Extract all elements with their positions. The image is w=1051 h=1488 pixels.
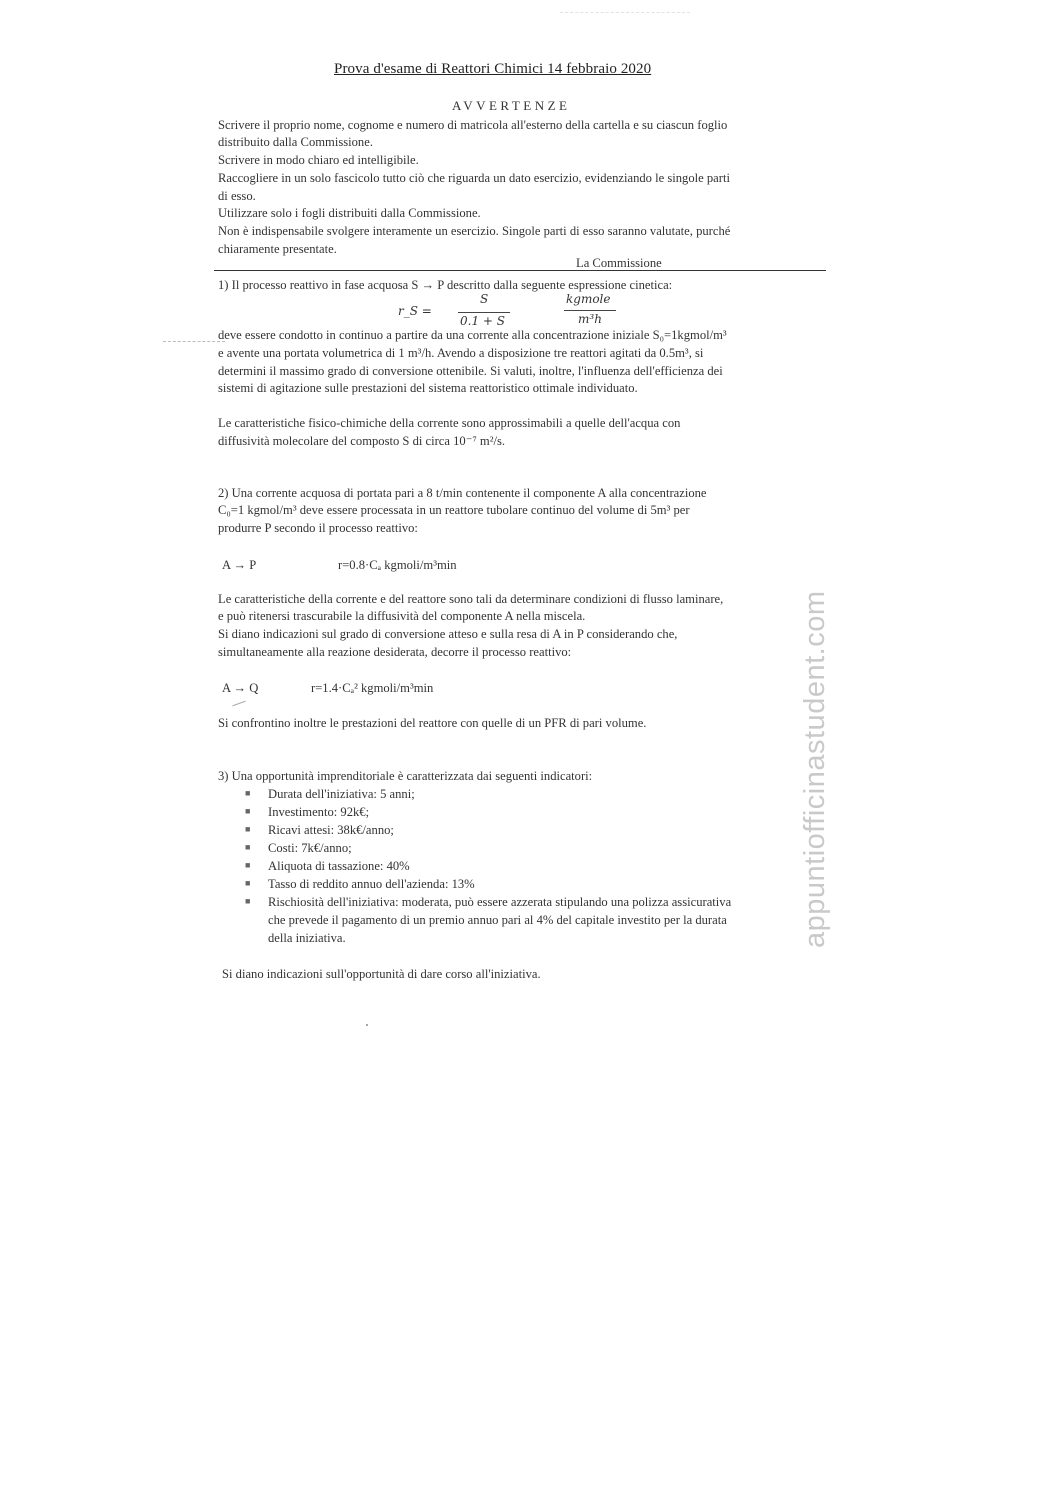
exercise2-text: C₀=1 kgmol/m³ deve essere processata in un reattore tubolare continuo del volume di 5m³ per xyxy=(218,503,690,517)
warnings-heading: AVVERTENZE xyxy=(452,98,571,113)
exercise2-text: simultaneamente alla reazione desiderata, decorre il processo reattivo: xyxy=(218,645,572,659)
list-item: Investimento: 92k€; xyxy=(268,805,370,819)
warning-line: Utilizzare solo i fogli distribuiti dalla Commissione. xyxy=(218,206,481,220)
list-item: Costi: 7k€/anno; xyxy=(268,841,352,855)
exercise1-text: Le caratteristiche fisico-chimiche della corrente sono approssimabili a quelle dell'acqua con xyxy=(218,416,681,430)
list-item-continuation: della iniziativa. xyxy=(268,931,346,945)
rate-law-1: r=0.8·Cₐ kgmoli/m³min xyxy=(338,558,457,572)
list-item-continuation: che prevede il pagamento di un premio annuo pari al 4% del capitale investito per la durata xyxy=(268,913,727,927)
exercise2-text: produrre P secondo il processo reattivo: xyxy=(218,521,418,535)
exercise2-text: Le caratteristiche della corrente e del reattore sono tali da determinare condizioni di flusso laminare, xyxy=(218,592,724,606)
list-item: Aliquota di tassazione: 40% xyxy=(268,859,410,873)
exercise1-text: deve essere condotto in continuo a partire da una corrente alla concentrazione iniziale S₀=1kgmol/m³ xyxy=(218,328,727,342)
exercise2-text: Si diano indicazioni sul grado di conversione atteso e sulla resa di A in P considerando che, xyxy=(218,627,678,641)
unit-fraction-bar xyxy=(564,310,616,311)
bullet-icon: ■ xyxy=(245,878,251,888)
scan-speck xyxy=(366,1024,368,1026)
exercise2-text: 2) Una corrente acquosa di portata pari a 8 t/min contenente il componente A alla concentrazione xyxy=(218,486,707,500)
reaction-a-to-q: A → Q xyxy=(222,681,259,695)
exercise1-text: e avente una portata volumetrica di 1 m³/h. Avendo a disposizione tre reattori agitati da 0.5m³, si xyxy=(218,346,704,360)
scan-artifact-line xyxy=(163,341,225,342)
list-item: Rischiosità dell'iniziativa: moderata, può essere azzerata stipulando una polizza assicurativa xyxy=(268,895,732,909)
bullet-icon: ■ xyxy=(245,824,251,834)
reaction-a-to-p: A → P xyxy=(222,558,257,572)
rate-equation xyxy=(398,292,628,332)
scan-artifact-top xyxy=(560,12,690,13)
list-item: Tasso di reddito annuo dell'azienda: 13% xyxy=(268,877,475,891)
warning-line: distribuito dalla Commissione. xyxy=(218,135,373,149)
rate-numerator: S xyxy=(480,292,489,306)
warning-line: di esso. xyxy=(218,189,256,203)
warning-line: Scrivere il proprio nome, cognome e numero di matricola all'esterno della cartella e su ciascun foglio xyxy=(218,118,728,132)
bullet-icon: ■ xyxy=(245,842,251,852)
bullet-icon: ■ xyxy=(245,896,251,906)
divider-rule xyxy=(214,270,826,271)
exercise3-intro: 3) Una opportunità imprenditoriale è caratterizzata dai seguenti indicatori: xyxy=(218,769,593,783)
exercise2-text: Si confrontino inoltre le prestazioni del reattore con quelle di un PFR di pari volume. xyxy=(218,716,647,730)
pencil-mark xyxy=(232,701,245,707)
unit-numerator: kgmole xyxy=(566,292,611,306)
bullet-icon: ■ xyxy=(245,860,251,870)
rate-law-2: r=1.4·Cₐ² kgmoli/m³min xyxy=(311,681,434,695)
rate-fraction-bar xyxy=(458,312,510,313)
exercise3-closing: Si diano indicazioni sull'opportunità di dare corso all'iniziativa. xyxy=(222,967,541,981)
exercise1-text: determini il massimo grado di conversione ottenibile. Si valuti, inoltre, l'influenza dell'efficienza dei xyxy=(218,364,723,378)
warning-line: Scrivere in modo chiaro ed intelligibile. xyxy=(218,153,419,167)
watermark: appuntiofficinastudent.com xyxy=(799,590,831,948)
warning-line: Non è indispensabile svolgere interamente un esercizio. Singole parti di esso saranno valutate, purché xyxy=(218,224,731,238)
bullet-icon: ■ xyxy=(245,806,251,816)
commission-signature: La Commissione xyxy=(576,256,662,270)
warning-line: chiaramente presentate. xyxy=(218,242,337,256)
rate-lhs: r_S = xyxy=(398,304,432,318)
exercise2-text: e può ritenersi trascurabile la diffusività del componente A nella miscela. xyxy=(218,609,586,623)
page-title: Prova d'esame di Reattori Chimici 14 febbraio 2020 xyxy=(334,61,652,77)
warning-line: Raccogliere in un solo fascicolo tutto ciò che riguarda un dato esercizio, evidenziando le singole parti xyxy=(218,171,730,185)
rate-denominator: 0.1 + S xyxy=(460,314,505,328)
exercise1-text: diffusività molecolare del composto S di circa 10⁻⁷ m²/s. xyxy=(218,434,506,448)
list-item: Ricavi attesi: 38k€/anno; xyxy=(268,823,394,837)
unit-denominator: m³h xyxy=(578,312,602,326)
exercise1-intro: 1) Il processo reattivo in fase acquosa S → P descritto dalla seguente espressione cinetica: xyxy=(218,278,673,292)
bullet-icon: ■ xyxy=(245,788,251,798)
list-item: Durata dell'iniziativa: 5 anni; xyxy=(268,787,415,801)
exercise1-text: sistemi di agitazione sulle prestazioni del sistema reattoristico ottimale individuato. xyxy=(218,381,638,395)
